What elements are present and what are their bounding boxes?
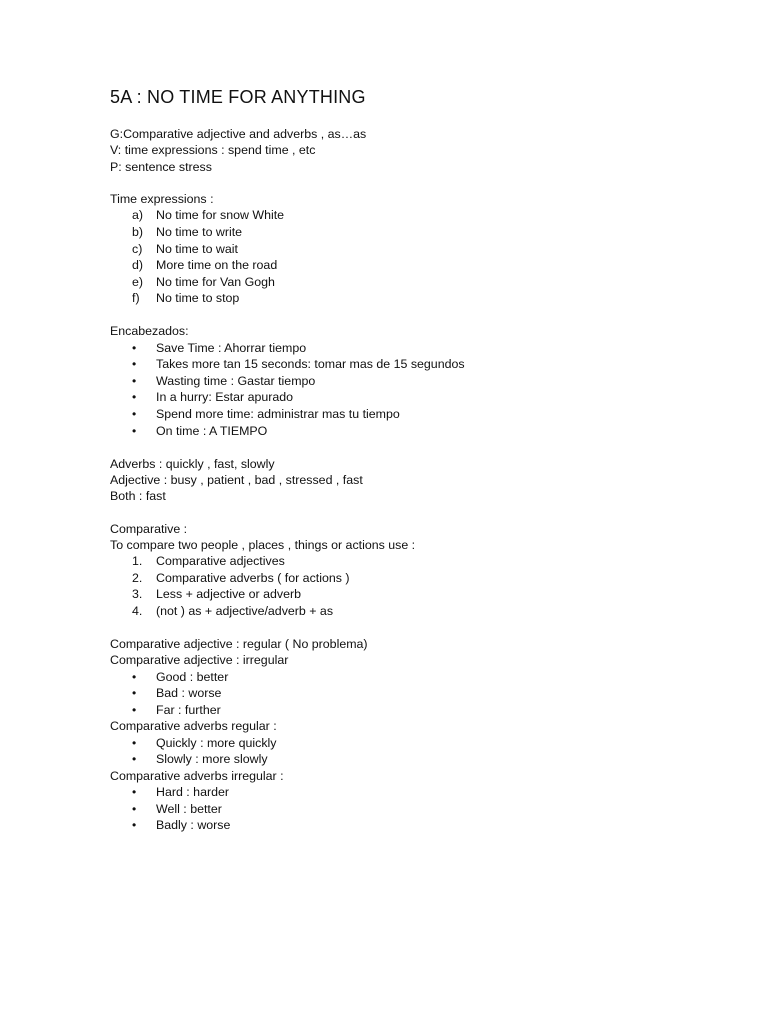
page-title: 5A : NO TIME FOR ANYTHING (110, 87, 366, 107)
list-item (110, 702, 730, 719)
list-item (110, 340, 730, 357)
list-item-text: Wasting time : Gastar tiempo (156, 373, 316, 388)
list-marker: 3. (132, 587, 143, 602)
list-item-text: Save Time : Ahorrar tiempo (156, 340, 307, 355)
adverbs-irregular-heading: Comparative adverbs irregular : (110, 768, 284, 783)
adverbs-regular-list (110, 735, 730, 768)
time-expressions-heading: Time expressions : (110, 192, 214, 207)
list-marker: 2. (132, 570, 143, 585)
list-item-text: Quickly : more quickly (156, 735, 277, 750)
adverbs-line: Adverbs : quickly , fast, slowly (110, 456, 275, 471)
list-item-text: No time to write (156, 225, 243, 240)
list-item (110, 356, 730, 373)
list-item (110, 423, 730, 440)
list-item-text: Far : further (156, 702, 221, 717)
list-item (110, 290, 730, 307)
list-item (110, 570, 730, 587)
list-item-text: Hard : harder (156, 785, 230, 800)
list-item-text: Less + adjective or adverb (156, 587, 301, 602)
list-item-text: Takes more tan 15 seconds: tomar mas de 15 segundos (156, 357, 465, 372)
list-item (110, 373, 730, 390)
list-item (110, 735, 730, 752)
adverbs-regular-heading: Comparative adverbs regular : (110, 719, 277, 734)
list-item-text: More time on the road (156, 258, 278, 273)
adjective-regular-line: Comparative adjective : regular ( No problema) (110, 636, 368, 651)
adjective-irregular-heading: Comparative adjective : irregular (110, 653, 289, 668)
bullet-icon: • (132, 702, 137, 717)
list-item-text: Good : better (156, 669, 229, 684)
list-item (110, 586, 730, 603)
list-item-text: No time for Van Gogh (156, 274, 275, 289)
comparative-heading: Comparative : (110, 521, 188, 536)
bullet-icon: • (132, 752, 137, 767)
list-item (110, 603, 730, 620)
list-marker: e) (132, 274, 144, 289)
bullet-icon: • (132, 357, 137, 372)
list-item (110, 751, 730, 768)
list-item (110, 685, 730, 702)
adjective-irregular-list (110, 669, 730, 719)
document-body (110, 126, 730, 834)
bullet-icon: • (132, 407, 137, 422)
list-item-text: On time : A TIEMPO (156, 423, 268, 438)
list-item-text: No time for snow White (156, 208, 285, 223)
list-item (110, 406, 730, 423)
list-marker: 4. (132, 604, 143, 619)
encabezados-list (110, 340, 730, 440)
comparative-list (110, 553, 730, 619)
bullet-icon: • (132, 423, 137, 438)
list-item (110, 207, 730, 224)
list-item-text: (not ) as + adjective/adverb + as (156, 604, 334, 619)
list-item-text: Slowly : more slowly (156, 752, 268, 767)
list-marker: b) (132, 225, 144, 240)
list-marker: d) (132, 258, 144, 273)
list-item-text: In a hurry: Estar apurado (156, 390, 294, 405)
list-item-text: Spend more time: administrar mas tu tiempo (156, 407, 400, 422)
list-marker: f) (132, 291, 140, 306)
list-item-text: Badly : worse (156, 818, 231, 833)
list-item (110, 817, 730, 834)
bullet-icon: • (132, 735, 137, 750)
bullet-icon: • (132, 818, 137, 833)
list-item-text: Comparative adjectives (156, 554, 285, 569)
bullet-icon: • (132, 340, 137, 355)
list-item-text: No time to stop (156, 291, 240, 306)
bullet-icon: • (132, 686, 137, 701)
encabezados-heading: Encabezados: (110, 324, 189, 339)
bullet-icon: • (132, 785, 137, 800)
list-item (110, 784, 730, 801)
bullet-icon: • (132, 801, 137, 816)
list-item-text: Bad : worse (156, 686, 222, 701)
pronunciation-line: P: sentence stress (110, 159, 212, 174)
time-expressions-list (110, 207, 730, 307)
list-item (110, 257, 730, 274)
list-item (110, 389, 730, 406)
list-item-text: Comparative adverbs ( for actions ) (156, 570, 350, 585)
bullet-icon: • (132, 390, 137, 405)
list-item (110, 801, 730, 818)
list-item (110, 241, 730, 258)
list-item (110, 553, 730, 570)
list-marker: c) (132, 241, 143, 256)
both-line: Both : fast (110, 489, 166, 504)
list-item-text: No time to wait (156, 241, 238, 256)
bullet-icon: • (132, 669, 137, 684)
list-item (110, 274, 730, 291)
list-item-text: Well : better (156, 801, 222, 816)
grammar-line: G:Comparative adjective and adverbs , as…as (110, 127, 367, 141)
list-item (110, 669, 730, 686)
bullet-icon: • (132, 373, 137, 388)
vocabulary-line: V: time expressions : spend time , etc (110, 143, 316, 158)
comparative-intro: To compare two people , places , things or actions use : (110, 537, 416, 552)
list-item (110, 224, 730, 241)
list-marker: 1. (132, 554, 143, 569)
adjective-line: Adjective : busy , patient , bad , stressed , fast (110, 472, 363, 487)
adverbs-irregular-list (110, 784, 730, 834)
list-marker: a) (132, 208, 144, 223)
